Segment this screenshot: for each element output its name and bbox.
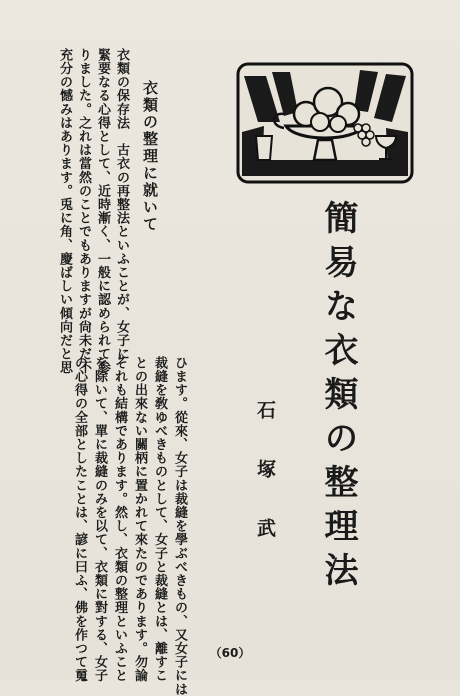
body-line: 充分の憾みはあります。兎に角、慶ばしい傾向だと思 <box>57 48 72 375</box>
body-line: 衣類の保存法 古衣の再整法といふことが、女子に <box>114 48 129 361</box>
body-line: を除いて、單に裁縫のみを以て、衣類に對する、女子 <box>92 356 107 683</box>
body-line: との出來ない關柄に置かれて來たのであります。勿論 <box>132 356 147 683</box>
article-title: 簡易な衣類の整理法 <box>318 200 358 596</box>
body-line: 緊要なる心得として、近時漸く、一般に認められて参 <box>95 48 110 375</box>
body-line: の心得の全部としたことは、諺に曰ふ、佛を作つて䰟 <box>72 356 87 683</box>
page-number: （60） <box>209 646 251 660</box>
body-line: 裁縫を敎ゆべきものとして、女子と裁縫とは、離すこ <box>152 356 167 683</box>
section-heading: 衣類の整理に就いて <box>141 80 159 233</box>
body-line: りました。之れは當然のことでもありますが尙未だ不 <box>76 48 91 375</box>
author-name: 石塚武 <box>254 400 276 577</box>
body-line: それも結構であります。然し、衣類の整理といふこと <box>112 356 127 683</box>
fruit-bowl-illustration <box>236 62 414 184</box>
body-line: ひます。從來、女子は裁縫を學ぶべきもの、又女子には <box>172 356 187 696</box>
